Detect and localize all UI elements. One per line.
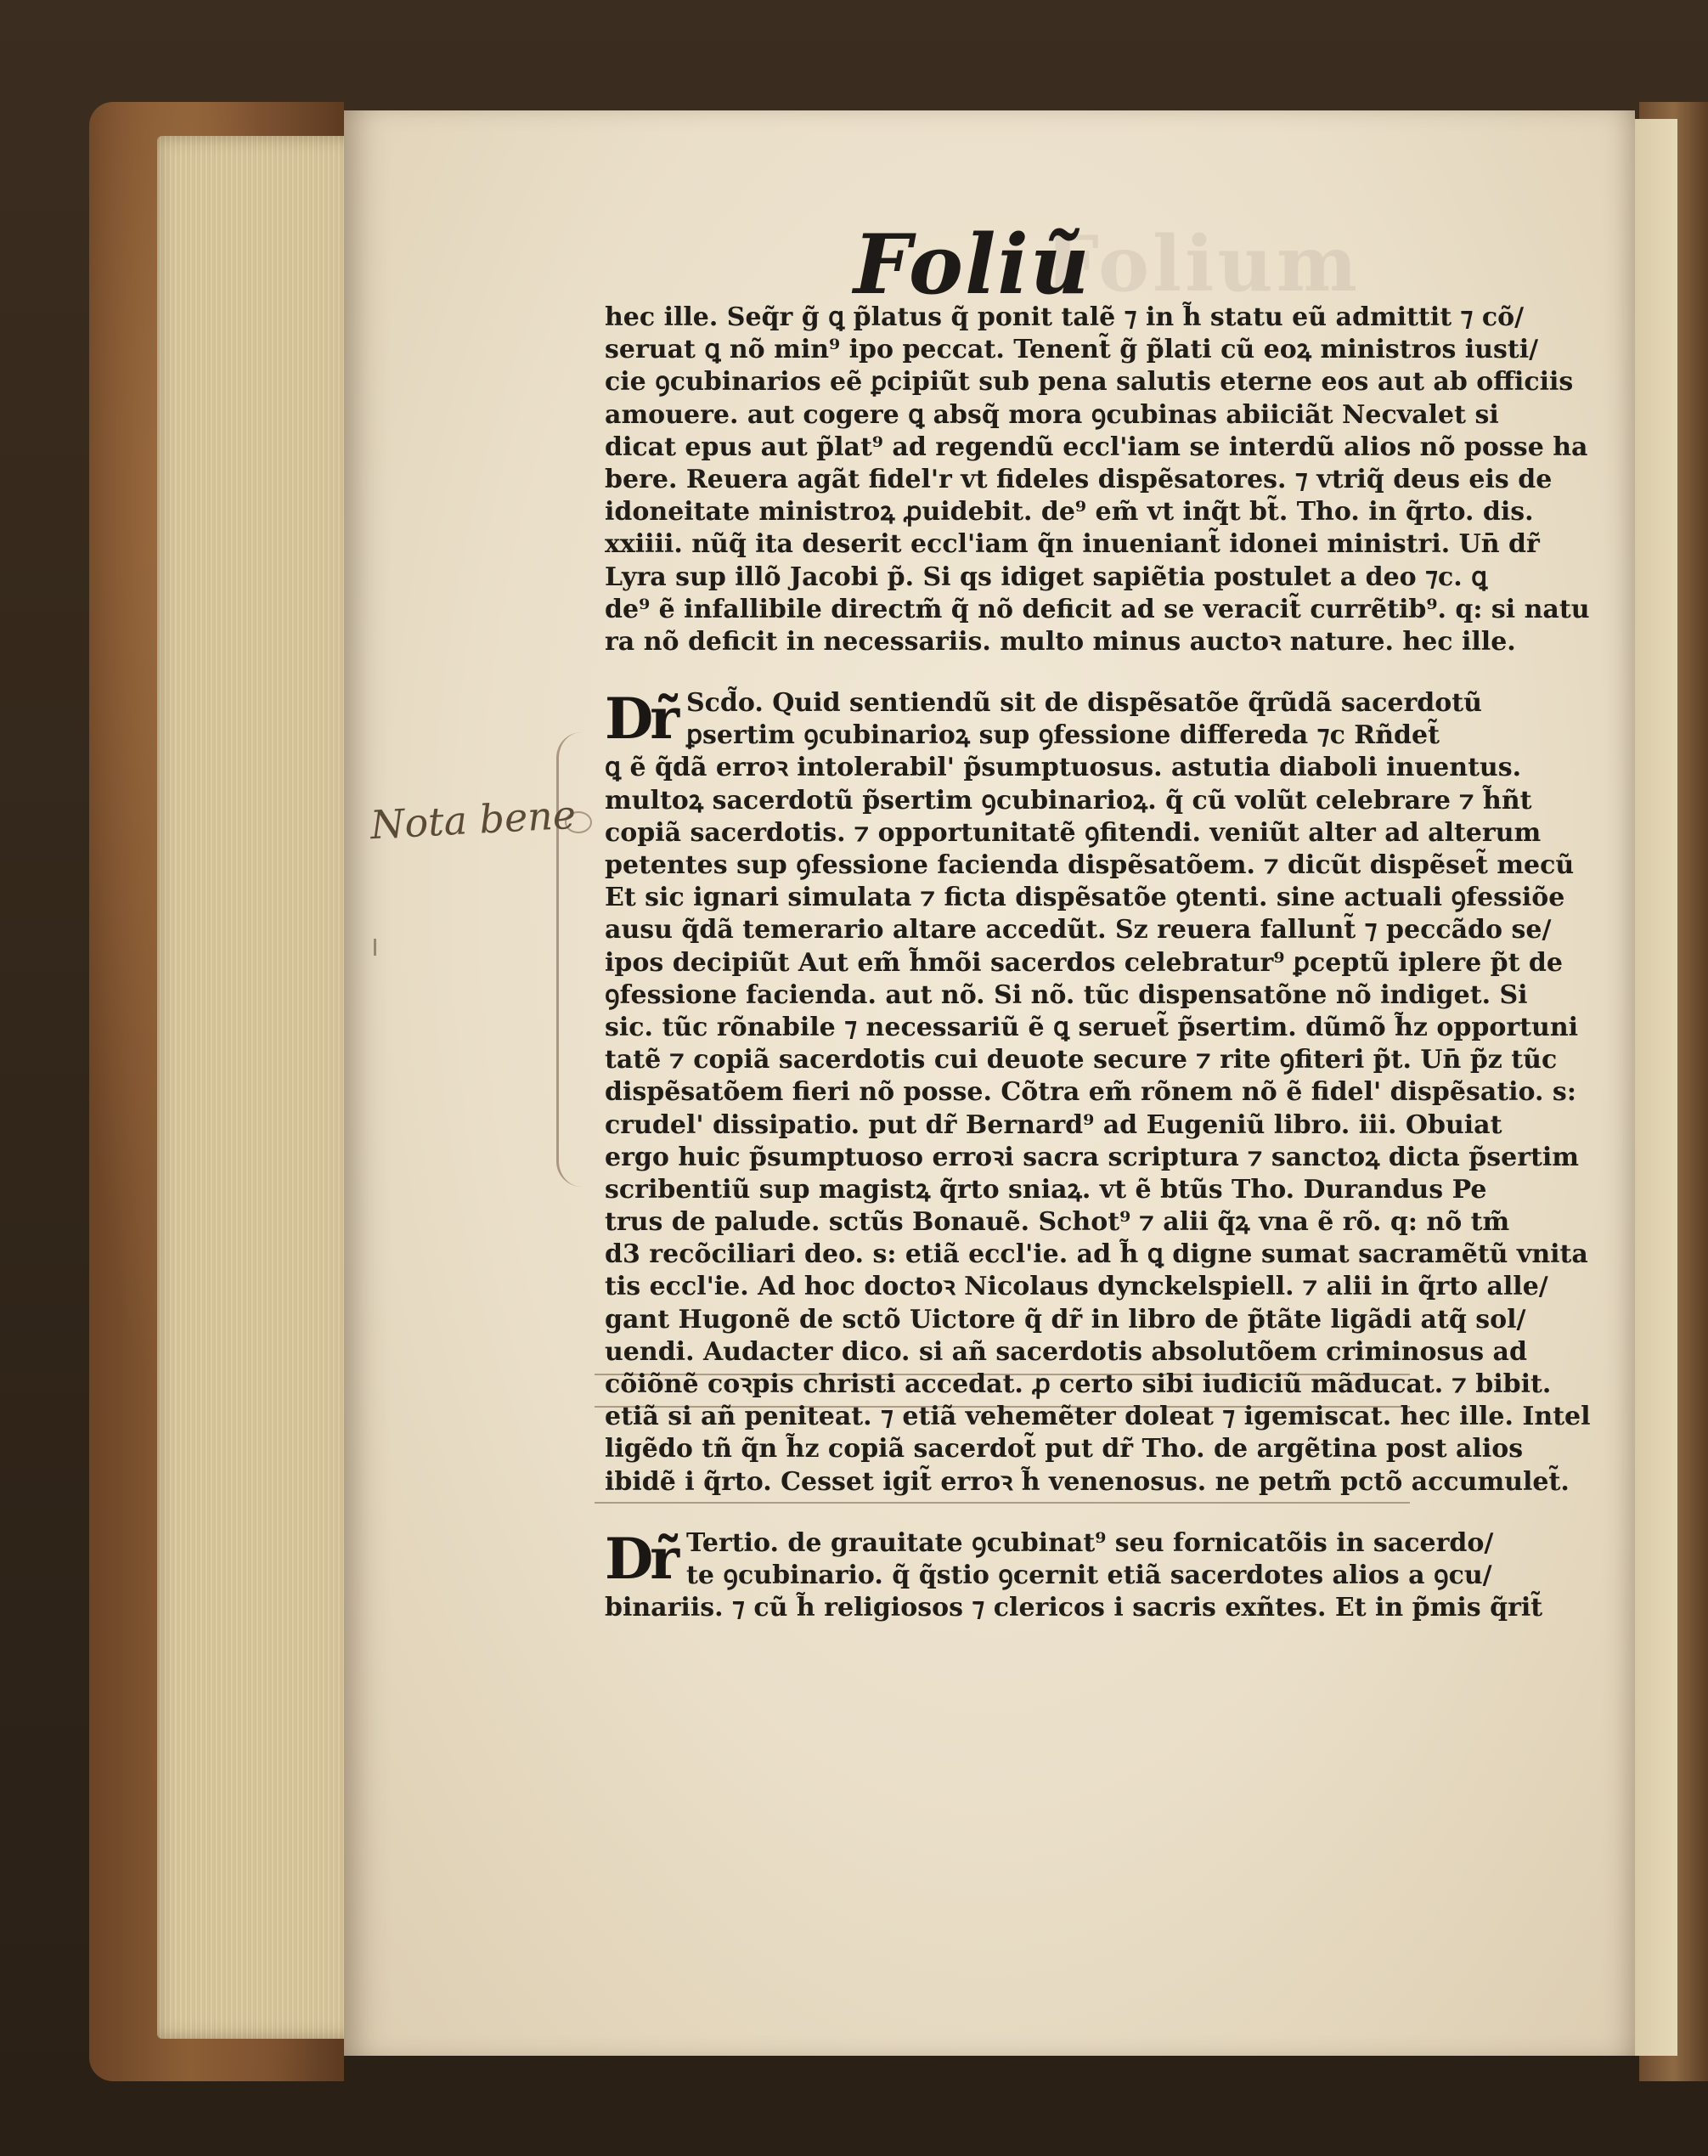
text-line: scribentiũ sup magistꝝ q̃rto sniaꝝ. vt ẽ btũs Tho. Durandus Pe [605, 1174, 1487, 1205]
text-line: ra nõ deficit in necessariis. multo minus auctoꝛ nature. hec ille. [605, 626, 1516, 657]
margin-mark [374, 939, 376, 956]
text-line: dicat epus aut p̃lat⁹ ad regendũ eccl'iam se interdũ alios nõ posse ha [605, 432, 1588, 462]
margin-note: Nota bene [369, 791, 578, 849]
text-line: ligẽdo tñ q̃n h̃z copiã sacerdot̃ put dr̃ Tho. de argẽtina post alios [605, 1434, 1524, 1465]
text-line: tatẽ ⁊ copiã sacerdotis cui deuote secure ⁊ rite ꝯfiteri p̃t. Un̄ p̃z tũc [605, 1045, 1558, 1075]
text-line: de⁹ ẽ infallibile directm̃ q̃ nõ deficit ad se veracit̃ currẽtib⁹. q: si natu [605, 594, 1590, 624]
text-line: crudel' dissipatio. put dr̃ Bernard⁹ ad Eugeniũ libro. iii. Obuiat [605, 1109, 1502, 1140]
text-line: Et sic ignari simulata ⁊ ficta dispẽsatõe ꝯtenti. sine actuali ꝯfessiõe [605, 883, 1565, 913]
page-edges [157, 136, 357, 2039]
page-title: Foliũ [854, 217, 1091, 313]
paragraph [605, 302, 1590, 658]
text-block [605, 302, 1591, 1624]
paragraph-gap [605, 1498, 1424, 1527]
show-through-header: Folium [1045, 219, 1361, 309]
text-line: xxiiii. nũq̃ ita deserit eccl'iam q̃n inueniant̃ idonei ministri. Un̄ dr̃ [605, 529, 1540, 560]
decorated-initial: Dr̃ [605, 686, 677, 753]
text-line: ipos decipiũt Aut em̃ h̃mõi sacerdos celebratur⁹ ꝑceptũ iplere p̃t de [605, 947, 1563, 978]
paragraph [605, 686, 1591, 1498]
text-line: Scd̃o. Quid sentiendũ sit de dispẽsatõe q̃rũdã sacerdotũ [686, 688, 1482, 719]
text-line: etiã si añ peniteat. ⁊ etiã vehemẽter doleat ⁊ igemiscat. hec ille. Intel [605, 1402, 1591, 1432]
paragraph [605, 1525, 1543, 1625]
text-line: binariis. ⁊ cũ h̃ religiosos ⁊ clericos i sacris exñtes. Et in p̃mis q̃rit̃ [605, 1593, 1543, 1623]
text-line: tis eccl'ie. Ad hoc doctoꝛ Nicolaus dynckelspiell. ⁊ alii in q̃rto alle/ [605, 1272, 1548, 1302]
text-line: uendi. Audacter dico. si añ sacerdotis absolutõem criminosus ad [605, 1336, 1527, 1367]
text-line: dispẽsatõem fieri nõ posse. Cõtra em̃ rõnem nõ ẽ fidel' dispẽsatio. s: [605, 1077, 1576, 1108]
text-line: hec ille. Seq̃r g̃ ꝗ p̃latus q̃ ponit talẽ ⁊ in h̃ statu eũ admittit ⁊ cõ/ [605, 302, 1525, 332]
text-line: te ꝯcubinario. q̃ q̃stio ꝯcernit etiã sacerdotes alios a ꝯcu/ [686, 1560, 1492, 1590]
text-line: Tertio. de grauitate ꝯcubinat⁹ seu fornicatõis in sacerdo/ [686, 1527, 1494, 1558]
text-line: copiã sacerdotis. ⁊ opportunitatẽ ꝯfitendi. veniũt alter ad alterum [605, 817, 1542, 848]
paragraph-gap [605, 658, 1424, 687]
decorated-initial: Dr̃ [605, 1525, 677, 1592]
text-line: amouere. aut cogere ꝗ absq̃ mora ꝯcubinas abiiciãt Necvalet si [605, 399, 1499, 430]
text-line: multoꝝ sacerdotũ p̃sertim ꝯcubinarioꝝ. q̃ cũ volũt celebrare ⁊ h̃ñt [605, 785, 1532, 816]
text-line: ꝯfessione facienda. aut nõ. Si nõ. tũc dispensatõne nõ indiget. Si [605, 979, 1528, 1010]
text-line: ꝑsertim ꝯcubinarioꝝ sup ꝯfessione differeda ⁊c Rñdet̃ [686, 720, 1440, 751]
text-line: cõiõnẽ coꝛpis christi accedat. ꝓ certo sibi iudiciũ mãducat. ⁊ bibit. [605, 1369, 1552, 1399]
text-line: d3 recõciliari deo. s: etiã eccl'ie. ad h̃ ꝗ digne sumat sacramẽtũ vnita [605, 1239, 1588, 1270]
text-line: ergo huic p̃sumptuoso erroꝛi sacra scriptura ⁊ sanctoꝝ dicta p̃sertim [605, 1142, 1580, 1172]
text-line: ausu q̃dã temerario altare accedũt. Sz reuera fallunt̃ ⁊ peccãdo se/ [605, 915, 1552, 945]
text-line: seruat ꝗ nõ min⁹ ipo peccat. Tenent̃ g̃ p̃lati cũ eoꝝ ministros iusti/ [605, 335, 1539, 365]
text-line: sic. tũc rõnabile ⁊ necessariũ ẽ ꝗ seruet̃ p̃sertim. dũmõ h̃z opportuni [605, 1012, 1579, 1042]
text-line: idoneitate ministroꝝ ꝓuidebit. de⁹ em̃ vt inq̃t bt̃. Tho. in q̃rto. dis. [605, 497, 1534, 528]
text-line: bere. Reuera agãt fidel'r vt fideles dispẽsatores. ⁊ vtriq̃ deus eis de [605, 464, 1553, 494]
text-line: gant Hugonẽ de sctõ Uictore q̃ dr̃ in libro de p̃tãte ligãdi atq̃ sol/ [605, 1304, 1526, 1335]
text-line: ꝗ ẽ q̃dã erroꝛ intolerabil' p̃sumptuosus. astutia diaboli inuentus. [605, 753, 1522, 783]
text-line: Lyra sup illõ Jacobi p̃. Si qs idiget sapiẽtia postulet a deo ⁊c. ꝗ [605, 562, 1488, 592]
text-line: trus de palude. sctũs Bonauẽ. Schot⁹ ⁊ alii q̃ꝝ vna ẽ rõ. q: nõ tm̃ [605, 1207, 1510, 1238]
text-line: cie ꝯcubinarios eẽ ꝑcipiũt sub pena salutis eterne eos aut ab officiis [605, 367, 1574, 398]
text-line: petentes sup ꝯfessione facienda dispẽsatõem. ⁊ dicũt dispẽset̃ mecũ [605, 850, 1575, 880]
text-line: ibidẽ i q̃rto. Cesset igit̃ erroꝛ h̃ venenosus. ne petm̃ pctõ accumulet̃. [605, 1466, 1570, 1497]
